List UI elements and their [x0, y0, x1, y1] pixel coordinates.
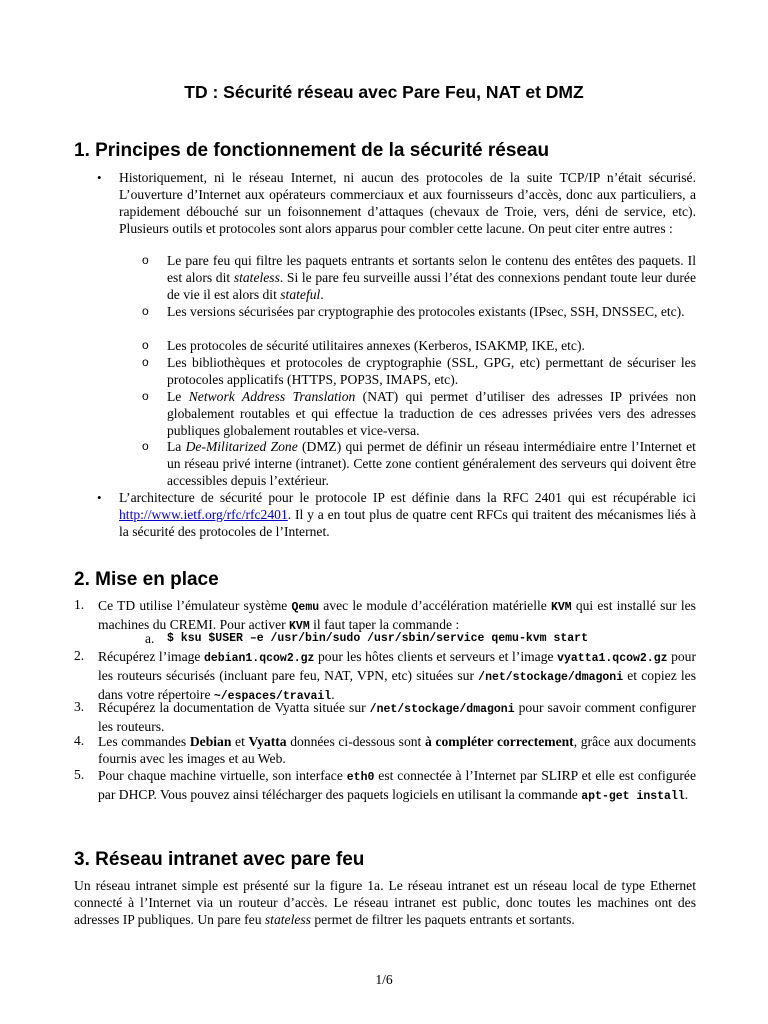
sub-bullet-marker: o — [142, 304, 149, 318]
rfc-2401-link[interactable]: http://www.ietf.org/rfc/rfc2401 — [119, 507, 288, 522]
section-1-heading: 1. Principes de fonctionnement de la sécurité réseau — [74, 140, 550, 161]
s1-sub-item-utility-protocols: Les protocoles de sécurité utilitaires annexes (Kerberos, ISAKMP, IKE, etc). — [167, 338, 585, 353]
s1-sub-item-nat: Le Network Address Translation (NAT) qui permet d’utiliser des adresses IP privées non globalement routables et qui effectue la traduction de ces adresses privées vers des adresses publiques globalement routables et vice-versa. — [167, 389, 696, 438]
list-number: 2. — [74, 648, 85, 663]
list-number: 1. — [74, 597, 85, 612]
bullet-marker: • — [97, 490, 102, 505]
ksu-command: $ ksu $USER –e /usr/bin/sudo /usr/sbin/service qemu-kvm start — [167, 632, 588, 645]
s3-paragraph: Un réseau intranet simple est présenté sur la figure 1a. Le réseau intranet est un réseau local de type Ethernet connecté à l’Internet via un routeur d’accès. Le réseau intranet est public, donc toutes les machines ont des adresses IP publiques. Un pare feu stateless permet de filtrer les paquets entrants et sortants. — [74, 878, 696, 927]
sub-bullet-marker: o — [142, 253, 149, 267]
s2-item-1: Ce TD utilise l’émulateur système Qemu avec le module d’accélération matérielle KVM qui est installé sur les machines du CREMI. Pour activer KVM il faut taper la commande : — [98, 598, 696, 633]
bullet-marker: • — [97, 170, 102, 185]
s1-sub-item-crypto-libs: Les bibliothèques et protocoles de cryptographie (SSL, GPG, etc) permettant de sécuriser les protocoles applicatifs (HTTPS, POP3S, IMAPS, etc). — [167, 355, 696, 387]
s2-item-5: Pour chaque machine virtuelle, son interface eth0 est connectée à l’Internet par SLIRP et elle est configurée par DHCP. Vous pouvez ainsi télécharger des paquets logiciels en utilisant la commande apt-get install. — [98, 768, 696, 803]
sub-list-letter: a. — [145, 631, 155, 646]
list-number: 4. — [74, 733, 85, 748]
section-2-heading: 2. Mise en place — [74, 569, 219, 590]
s1-sub-item-firewall: Le pare feu qui filtre les paquets entrants et sortants selon le contenu des entêtes des paquets. Il est alors dit stateless. Si le pare feu surveille aussi l’état des connexions pendant toute leur durée de vie il est alors dit stateful. — [167, 253, 697, 302]
sub-bullet-marker: o — [142, 389, 149, 403]
list-number: 3. — [74, 699, 85, 714]
s1-bullet-2: L’architecture de sécurité pour le protocole IP est définie dans la RFC 2401 qui est récupérable ici http://www.ietf.org/rfc/rfc2401. Il y a en tout plus de quatre cent RFCs qui traitent des mécanismes liés à la sécurité des protocoles de l’Internet. — [119, 490, 696, 539]
sub-bullet-marker: o — [142, 355, 149, 369]
list-number: 5. — [74, 767, 85, 782]
s2-item-2: Récupérez l’image debian1.qcow2.gz pour les hôtes clients et serveurs et l’image vyatta1.qcow2.gz pour les routeurs sécurisés (incluant pare feu, NAT, VPN, etc) situées sur /net/stockage/dmagoni et copiez les dans votre répertoire ~/espaces/travail. — [98, 649, 696, 703]
sub-bullet-marker: o — [142, 338, 149, 352]
s1-sub-item-secure-versions: Les versions sécurisées par cryptographie des protocoles existants (IPsec, SSH, DNSSEC, etc). — [167, 304, 685, 319]
page-number: 1/6 — [375, 972, 393, 987]
sub-bullet-marker: o — [142, 439, 149, 453]
s1-bullet-1: Historiquement, ni le réseau Internet, ni aucun des protocoles de la suite TCP/IP n’était sécurisé. L’ouverture d’Internet aux opérateurs commerciaux et aux fournisseurs d’accès, donc aux particuliers, a rapidement débouché sur un foisonnement d’attaques (chevaux de Troie, vers, déni de service, etc). Plusieurs outils et protocoles sont alors apparus pour combler cette lacune. On peut citer entre autres : — [119, 170, 696, 236]
s1-sub-item-dmz: La De-Militarized Zone (DMZ) qui permet de définir un réseau intermédiaire entre l’Internet et un réseau privé interne (intranet). Cette zone contient généralement des serveurs qui doivent être accessibles depuis l’extérieur. — [167, 439, 696, 488]
section-3-heading: 3. Réseau intranet avec pare feu — [74, 849, 365, 870]
page-title: TD : Sécurité réseau avec Pare Feu, NAT et DMZ — [184, 82, 584, 102]
s2-item-3: Récupérez la documentation de Vyatta située sur /net/stockage/dmagoni pour savoir comment configurer les routeurs. — [98, 700, 696, 734]
s2-item-4: Les commandes Debian et Vyatta données ci-dessous sont à compléter correctement, grâce aux documents fournis avec les images et au Web. — [98, 734, 697, 766]
